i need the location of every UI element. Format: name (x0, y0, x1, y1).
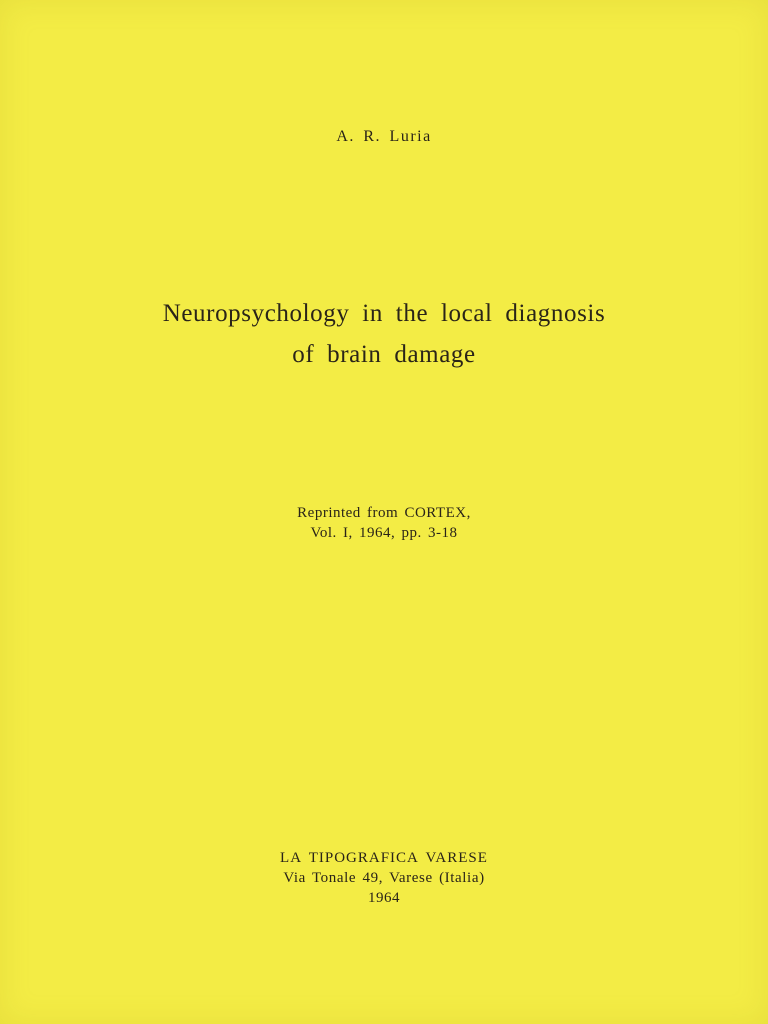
title-line-1: Neuropsychology in the local diagnosis (162, 300, 606, 327)
reprint-note-line-1: Reprinted from CORTEX, (297, 505, 471, 521)
reprint-note-line-2: Vol. I, 1964, pp. 3-18 (310, 525, 458, 541)
publication-year: 1964 (368, 890, 400, 906)
publisher-name: LA TIPOGRAFICA VARESE (280, 850, 488, 866)
author-name: A. R. Luria (336, 128, 432, 145)
publisher-address: Via Tonale 49, Varese (Italia) (283, 870, 485, 886)
title-line-2: of brain damage (292, 341, 476, 368)
